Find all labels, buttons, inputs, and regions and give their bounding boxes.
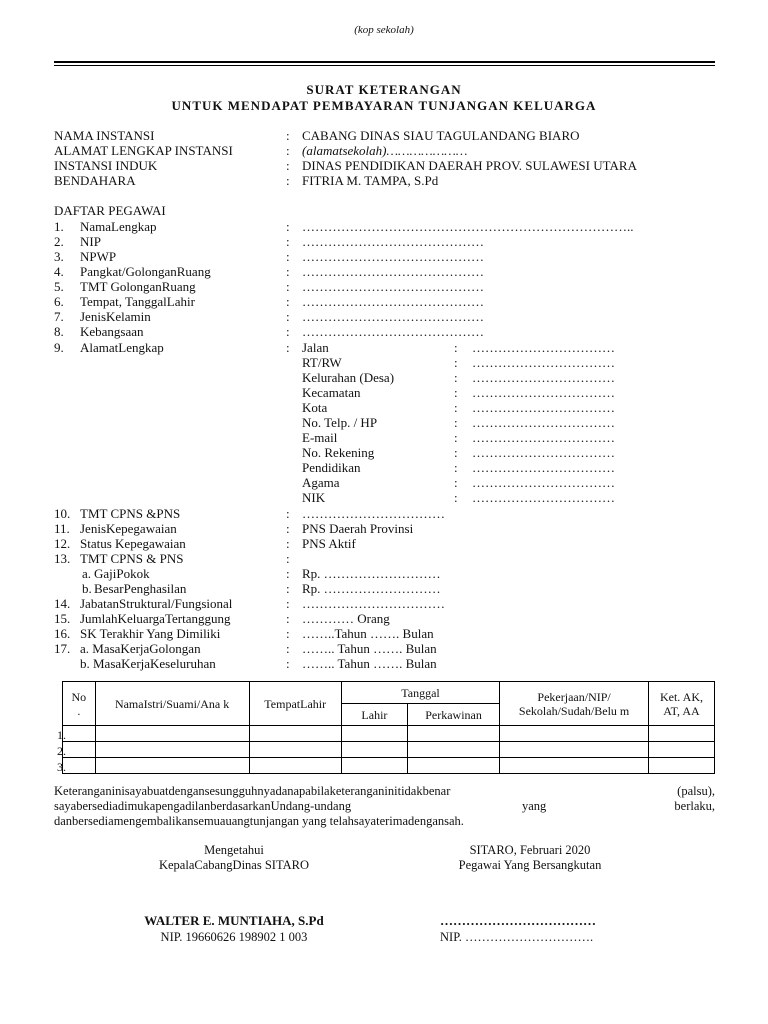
list-item	[54, 641, 715, 656]
colon: :	[286, 521, 290, 536]
item-value: Rp. ………………………	[302, 581, 441, 596]
info-row	[54, 158, 715, 173]
info-label: ALAMAT LENGKAP INSTANSI	[54, 143, 233, 158]
item-sub-letter: b.	[82, 581, 92, 596]
item-value: ……………………………………	[302, 309, 484, 324]
item-label: TMT CPNS & PNS	[80, 551, 184, 566]
colon: :	[286, 324, 290, 339]
colon: :	[454, 430, 458, 445]
sign-right-title: Pegawai Yang Bersangkutan	[458, 858, 602, 872]
colon: :	[286, 641, 290, 656]
item-number: 17.	[54, 641, 71, 656]
item-number: 7.	[54, 309, 64, 324]
col-header-tempat-lahir: TempatLahir	[249, 682, 341, 726]
alamat-row	[54, 445, 715, 460]
alamat-label: Kota	[302, 400, 328, 415]
kop-sekolah: (kop sekolah)	[354, 24, 414, 36]
info-label: INSTANSI INDUK	[54, 158, 158, 173]
item-label: TMT GolonganRuang	[80, 279, 196, 294]
alamat-row	[54, 430, 715, 445]
item-number: 13.	[54, 551, 71, 566]
item-label: NIP	[80, 234, 101, 249]
item-number: 15.	[54, 611, 71, 626]
alamat-label: No. Telp. / HP	[302, 415, 378, 430]
item-number: 10.	[54, 506, 71, 521]
item-value: PNS Aktif	[302, 536, 356, 551]
item-label: JabatanStruktural/Fungsional	[80, 596, 233, 611]
item-number: 9.	[54, 340, 64, 355]
alamat-value: ……………………………	[472, 475, 615, 490]
sign-left-name: WALTER E. MUNTIAHA, S.Pd	[144, 913, 324, 928]
alamat-value: ……………………………	[472, 430, 615, 445]
table-row	[63, 742, 715, 758]
item-value: ……………………………	[302, 596, 445, 611]
item-label: JenisKelamin	[80, 309, 151, 324]
colon: :	[286, 128, 290, 143]
row-number: 1.	[57, 728, 66, 742]
sign-left-title: KepalaCabangDinas SITARO	[158, 858, 309, 872]
document-subtitle: UNTUK MENDAPAT PEMBAYARAN TUNJANGAN KELUARGA	[171, 98, 597, 113]
item-value: ……………………………………	[302, 234, 484, 249]
colon: :	[286, 234, 290, 249]
table-row	[63, 726, 715, 742]
colon: :	[286, 279, 290, 294]
item-label: JenisKepegawaian	[80, 521, 177, 536]
item-number: 3.	[54, 249, 64, 264]
alamat-label: RT/RW	[302, 355, 342, 370]
row-number: 3.	[57, 760, 66, 774]
item-number: 5.	[54, 279, 64, 294]
alamat-value: ……………………………	[472, 415, 615, 430]
list-item	[54, 506, 715, 521]
alamat-row	[54, 415, 715, 430]
alamat-label: Kelurahan (Desa)	[302, 370, 395, 385]
colon: :	[454, 340, 458, 355]
list-item	[54, 521, 715, 536]
item-label: BesarPenghasilan	[94, 581, 187, 596]
item-number: 16.	[54, 626, 71, 641]
info-value: CABANG DINAS SIAU TAGULANDANG BIARO	[302, 128, 580, 143]
col-header-pekerjaan: Pekerjaan/NIP/ Sekolah/Sudah/Belu m	[500, 682, 649, 726]
header-rule	[54, 61, 715, 63]
alamat-row	[54, 490, 715, 505]
list-item	[54, 324, 715, 339]
alamat-label: No. Rekening	[302, 445, 375, 460]
item-value: ……………………………………	[302, 264, 484, 279]
item-value: ………… Orang	[302, 611, 390, 626]
alamat-row	[54, 355, 715, 370]
item-value: PNS Daerah Provinsi	[302, 521, 414, 536]
alamat-row	[54, 370, 715, 385]
statement-text: yang	[522, 799, 547, 813]
list-item	[54, 234, 715, 249]
alamat-value: ……………………………	[472, 445, 615, 460]
colon: :	[286, 536, 290, 551]
item-number: 12.	[54, 536, 71, 551]
item-label: NPWP	[80, 249, 117, 264]
colon: :	[286, 294, 290, 309]
col-header-ket: Ket. AK, AT, AA	[648, 682, 714, 726]
list-item	[54, 656, 715, 671]
alamat-value: ……………………………	[472, 460, 615, 475]
alamat-label: NIK	[302, 490, 326, 505]
alamat-label: Jalan	[302, 340, 329, 355]
colon: :	[286, 566, 290, 581]
colon: :	[286, 551, 290, 566]
document-title: SURAT KETERANGAN	[306, 82, 462, 97]
statement-text: danbersediamengembalikansemuauangtunjangan yang telahsayaterimadengansah.	[54, 814, 464, 828]
list-item	[54, 249, 715, 264]
colon: :	[454, 355, 458, 370]
list-item	[54, 566, 715, 581]
item-label: Kebangsaan	[80, 324, 144, 339]
list-item	[54, 626, 715, 641]
item-label: NamaLengkap	[80, 219, 157, 234]
alamat-row	[54, 460, 715, 475]
statement-line	[54, 814, 715, 829]
col-header-tanggal: Tanggal	[341, 682, 499, 704]
header-text: No	[71, 689, 87, 704]
item-label: Tempat, TanggalLahir	[80, 294, 195, 309]
col-header-no	[63, 682, 96, 726]
alamat-value: ……………………………	[472, 370, 615, 385]
info-value: FITRIA M. TAMPA, S.Pd	[302, 173, 439, 188]
alamat-value: ……………………………	[472, 355, 615, 370]
alamat-value: ……………………………	[472, 340, 615, 355]
alamat-value: ……………………………	[472, 400, 615, 415]
sign-right-name: ………………………………	[440, 913, 596, 928]
col-header-nama: NamaIstri/Suami/Ana k	[95, 682, 249, 726]
colon: :	[286, 143, 290, 158]
sign-left-nip: NIP. 19660626 198902 1 003	[160, 930, 308, 944]
statement-text: (palsu),	[677, 784, 715, 798]
item-value: ……………………………	[302, 506, 445, 521]
colon: :	[286, 626, 290, 641]
sign-left-label: Mengetahui	[204, 843, 264, 857]
item-label: b. MasaKerjaKeseluruhan	[80, 656, 216, 671]
sign-right-nip: NIP. ………………………….	[440, 930, 594, 944]
colon: :	[286, 340, 290, 355]
item-value: ……………………………………	[302, 279, 484, 294]
header-rule-thin	[54, 65, 715, 66]
item-value: ……..Tahun ……. Bulan	[302, 626, 434, 641]
item-label: JumlahKeluargaTertanggung	[80, 611, 231, 626]
info-label: NAMA INSTANSI	[54, 128, 155, 143]
item-label: AlamatLengkap	[80, 340, 164, 355]
alamat-value: ……………………………	[472, 385, 615, 400]
alamat-row	[54, 400, 715, 415]
list-item	[54, 279, 715, 294]
colon: :	[286, 264, 290, 279]
item-value: ……………………………………	[302, 324, 484, 339]
info-row	[54, 173, 715, 188]
alamat-value: ……………………………	[472, 490, 615, 505]
alamat-label: Agama	[302, 475, 340, 490]
list-item	[54, 611, 715, 626]
info-row	[54, 128, 715, 143]
list-item	[54, 596, 715, 611]
family-table	[62, 681, 715, 774]
statement-text: berlaku,	[674, 799, 715, 813]
colon: :	[286, 581, 290, 596]
item-value: …….. Tahun ……. Bulan	[302, 656, 437, 671]
colon: :	[454, 370, 458, 385]
statement-text: Keteranganinisayabuatdengansesungguhnyadanapabilaketeranganinitidakbenar	[54, 784, 451, 798]
list-item	[54, 294, 715, 309]
colon: :	[454, 475, 458, 490]
col-header-lahir: Lahir	[341, 704, 407, 726]
alamat-label: Kecamatan	[302, 385, 361, 400]
list-item	[54, 536, 715, 551]
item-label: Status Kepegawaian	[80, 536, 186, 551]
list-item	[54, 551, 715, 566]
item-value: …………………………………………………………………..	[302, 219, 634, 234]
alamat-label: E-mail	[302, 430, 338, 445]
list-item	[54, 219, 715, 234]
item-label: Pangkat/GolonganRuang	[80, 264, 211, 279]
table-row	[63, 758, 715, 774]
colon: :	[454, 445, 458, 460]
list-item	[54, 581, 715, 596]
info-value: (alamatsekolah)…………………	[302, 143, 468, 158]
list-item	[54, 309, 715, 324]
item-value: ……………………………………	[302, 249, 484, 264]
colon: :	[454, 400, 458, 415]
alamat-row	[54, 385, 715, 400]
daftar-pegawai-heading	[54, 203, 715, 218]
info-label: BENDAHARA	[54, 173, 136, 188]
list-item	[54, 340, 715, 355]
colon: :	[286, 219, 290, 234]
item-label: TMT CPNS &PNS	[80, 506, 181, 521]
row-number: 2.	[57, 744, 66, 758]
section-heading: DAFTAR PEGAWAI	[54, 203, 166, 218]
colon: :	[286, 611, 290, 626]
colon: :	[286, 158, 290, 173]
item-label: a. MasaKerjaGolongan	[80, 641, 201, 656]
colon: :	[454, 385, 458, 400]
colon: :	[286, 309, 290, 324]
colon: :	[454, 460, 458, 475]
list-item	[54, 264, 715, 279]
item-number: 2.	[54, 234, 64, 249]
col-header-perkawinan: Perkawinan	[407, 704, 499, 726]
alamat-label: Pendidikan	[302, 460, 361, 475]
item-number: 6.	[54, 294, 64, 309]
item-number: 8.	[54, 324, 64, 339]
sign-right-place-date: SITARO, Februari 2020	[469, 843, 591, 857]
statement-line	[54, 799, 715, 814]
item-value: Rp. ………………………	[302, 566, 441, 581]
item-number: 11.	[54, 521, 70, 536]
colon: :	[286, 173, 290, 188]
colon: :	[286, 249, 290, 264]
item-value: …….. Tahun ……. Bulan	[302, 641, 437, 656]
colon: :	[286, 656, 290, 671]
item-number: 14.	[54, 596, 71, 611]
statement-text: sayabersediadimukapengadilanberdasarkanUndang-undang	[54, 799, 352, 813]
item-number: 4.	[54, 264, 64, 279]
item-label: GajiPokok	[94, 566, 150, 581]
info-row	[54, 143, 715, 158]
item-label: SK Terakhir Yang Dimiliki	[80, 626, 221, 641]
colon: :	[454, 490, 458, 505]
item-sub-letter: a.	[82, 566, 92, 581]
item-value: ……………………………………	[302, 294, 484, 309]
statement-line	[54, 784, 715, 799]
colon: :	[286, 506, 290, 521]
colon: :	[286, 596, 290, 611]
info-value: DINAS PENDIDIKAN DAERAH PROV. SULAWESI UTARA	[302, 158, 637, 173]
header-text: .	[77, 703, 81, 718]
colon: :	[454, 415, 458, 430]
item-number: 1.	[54, 219, 64, 234]
alamat-row	[54, 475, 715, 490]
